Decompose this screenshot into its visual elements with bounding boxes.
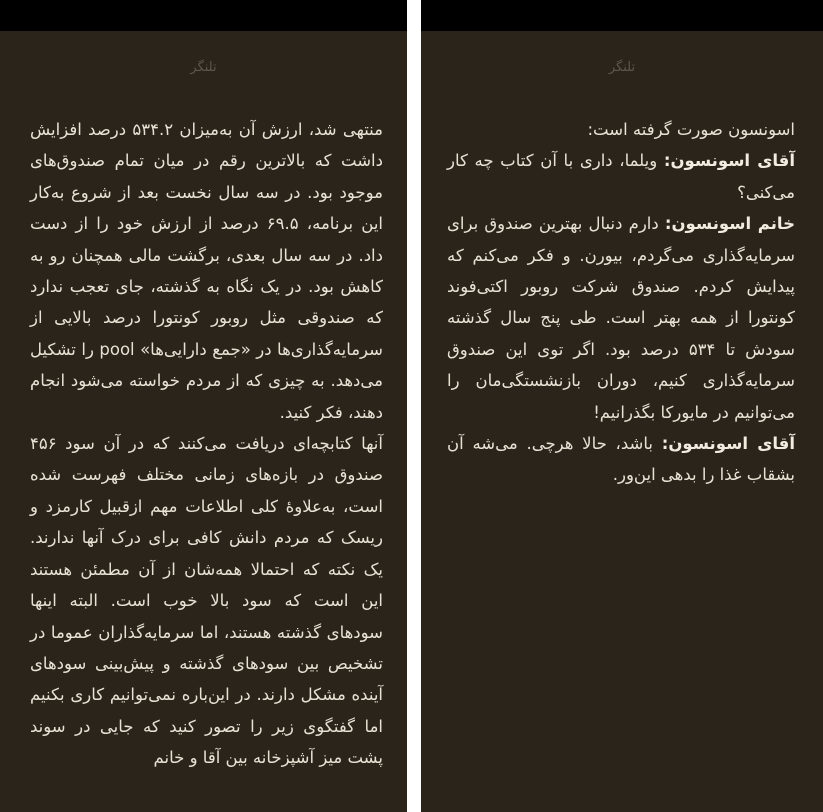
speaker-label: آقای اسونسون: <box>661 434 795 454</box>
dialogue-text: دارم دنبال بهترین صندوق برای سرمایه‌گذاری می‌گردم، بیورن. و فکر می‌کنم که پیدایش کردم. صندوق شرکت روبور اکتی‌فوند کونتورا از همه بهتر است. طی پنج سال گذشته سودش تا ۵۳۴ درصد بود. اگر توی این صندوق سرمایه‌گذاری کنیم، دوران بازنشستگی‌مان را می‌توانیم در مایورکا بگذرانیم! <box>447 214 795 422</box>
speaker-label: آقای اسونسون: <box>663 151 796 171</box>
dialogue-text: ویلما، داری با آن کتاب چه کار می‌کنی؟ <box>447 151 795 202</box>
paragraph: آنها کتابچه‌ای دریافت می‌کنند که در آن سود ۴۵۶ صندوق در بازه‌های زمانی مختلف فهرست شده است، به‌علاوهٔ کلی اطلاعات مهم ازقبیل کارمزد و ریسک که مردم دانش کافی برای درک آنها ندارند. یک نکته که احتمالا همه‌شان از آن مطمئن هستند این است که سود بالا خوب است. البته اینها سودهای گذشته هستند، اما سرمایه‌گذاران عموما در تشخیص بین سودهای گذشته و پیش‌بینی سودهای آینده مشکل دارند. در این‌باره نمی‌توانیم کاری بکنیم اما گفتگوی زیر را تصور کنید که جایی در سوند پشت میز آشپزخانه بین آقا و خانم <box>30 434 383 768</box>
paragraph: منتهی شد، ارزش آن به‌میزان ۵۳۴.۲ درصد افزایش داشت که بالاترین رقم در میان تمام صندوق‌های موجود بود. در سه سال نخست بعد از شروع به‌کار این برنامه، ۶۹.۵ درصد از ارزش خود را از دست داد. در سه سال بعدی، برگشت مالی همچنان رو به کاهش بود. در یک نگاه به گذشته، جای تعجب ندارد که صندوقی مثل روبور کونتورا درصد بالایی از سرمایه‌گذاری‌ها در «جمع دارایی‌ها» pool را تشکیل می‌دهد. به چیزی که از مردم خواسته می‌شود انجام دهند، فکر کنید. <box>30 120 383 422</box>
status-bar <box>421 0 823 31</box>
dialogue-line <box>447 428 795 491</box>
left-reader-page[interactable] <box>0 0 407 812</box>
status-bar <box>0 0 407 31</box>
dialogue-line <box>447 208 795 428</box>
speaker-label: خانم اسونسون: <box>664 214 795 234</box>
dialogue-text: باشد، حالا هرچی. می‌شه آن بشقاب غذا را بدهی این‌ور. <box>447 434 795 485</box>
page-text <box>447 114 795 491</box>
app-title: تلنگر <box>190 60 217 75</box>
dialogue-line <box>447 145 795 208</box>
app-title: تلنگر <box>608 60 636 75</box>
paragraph: اسونسون صورت گرفته است: <box>587 120 795 139</box>
page-text <box>30 114 383 774</box>
right-reader-page[interactable] <box>421 0 823 812</box>
